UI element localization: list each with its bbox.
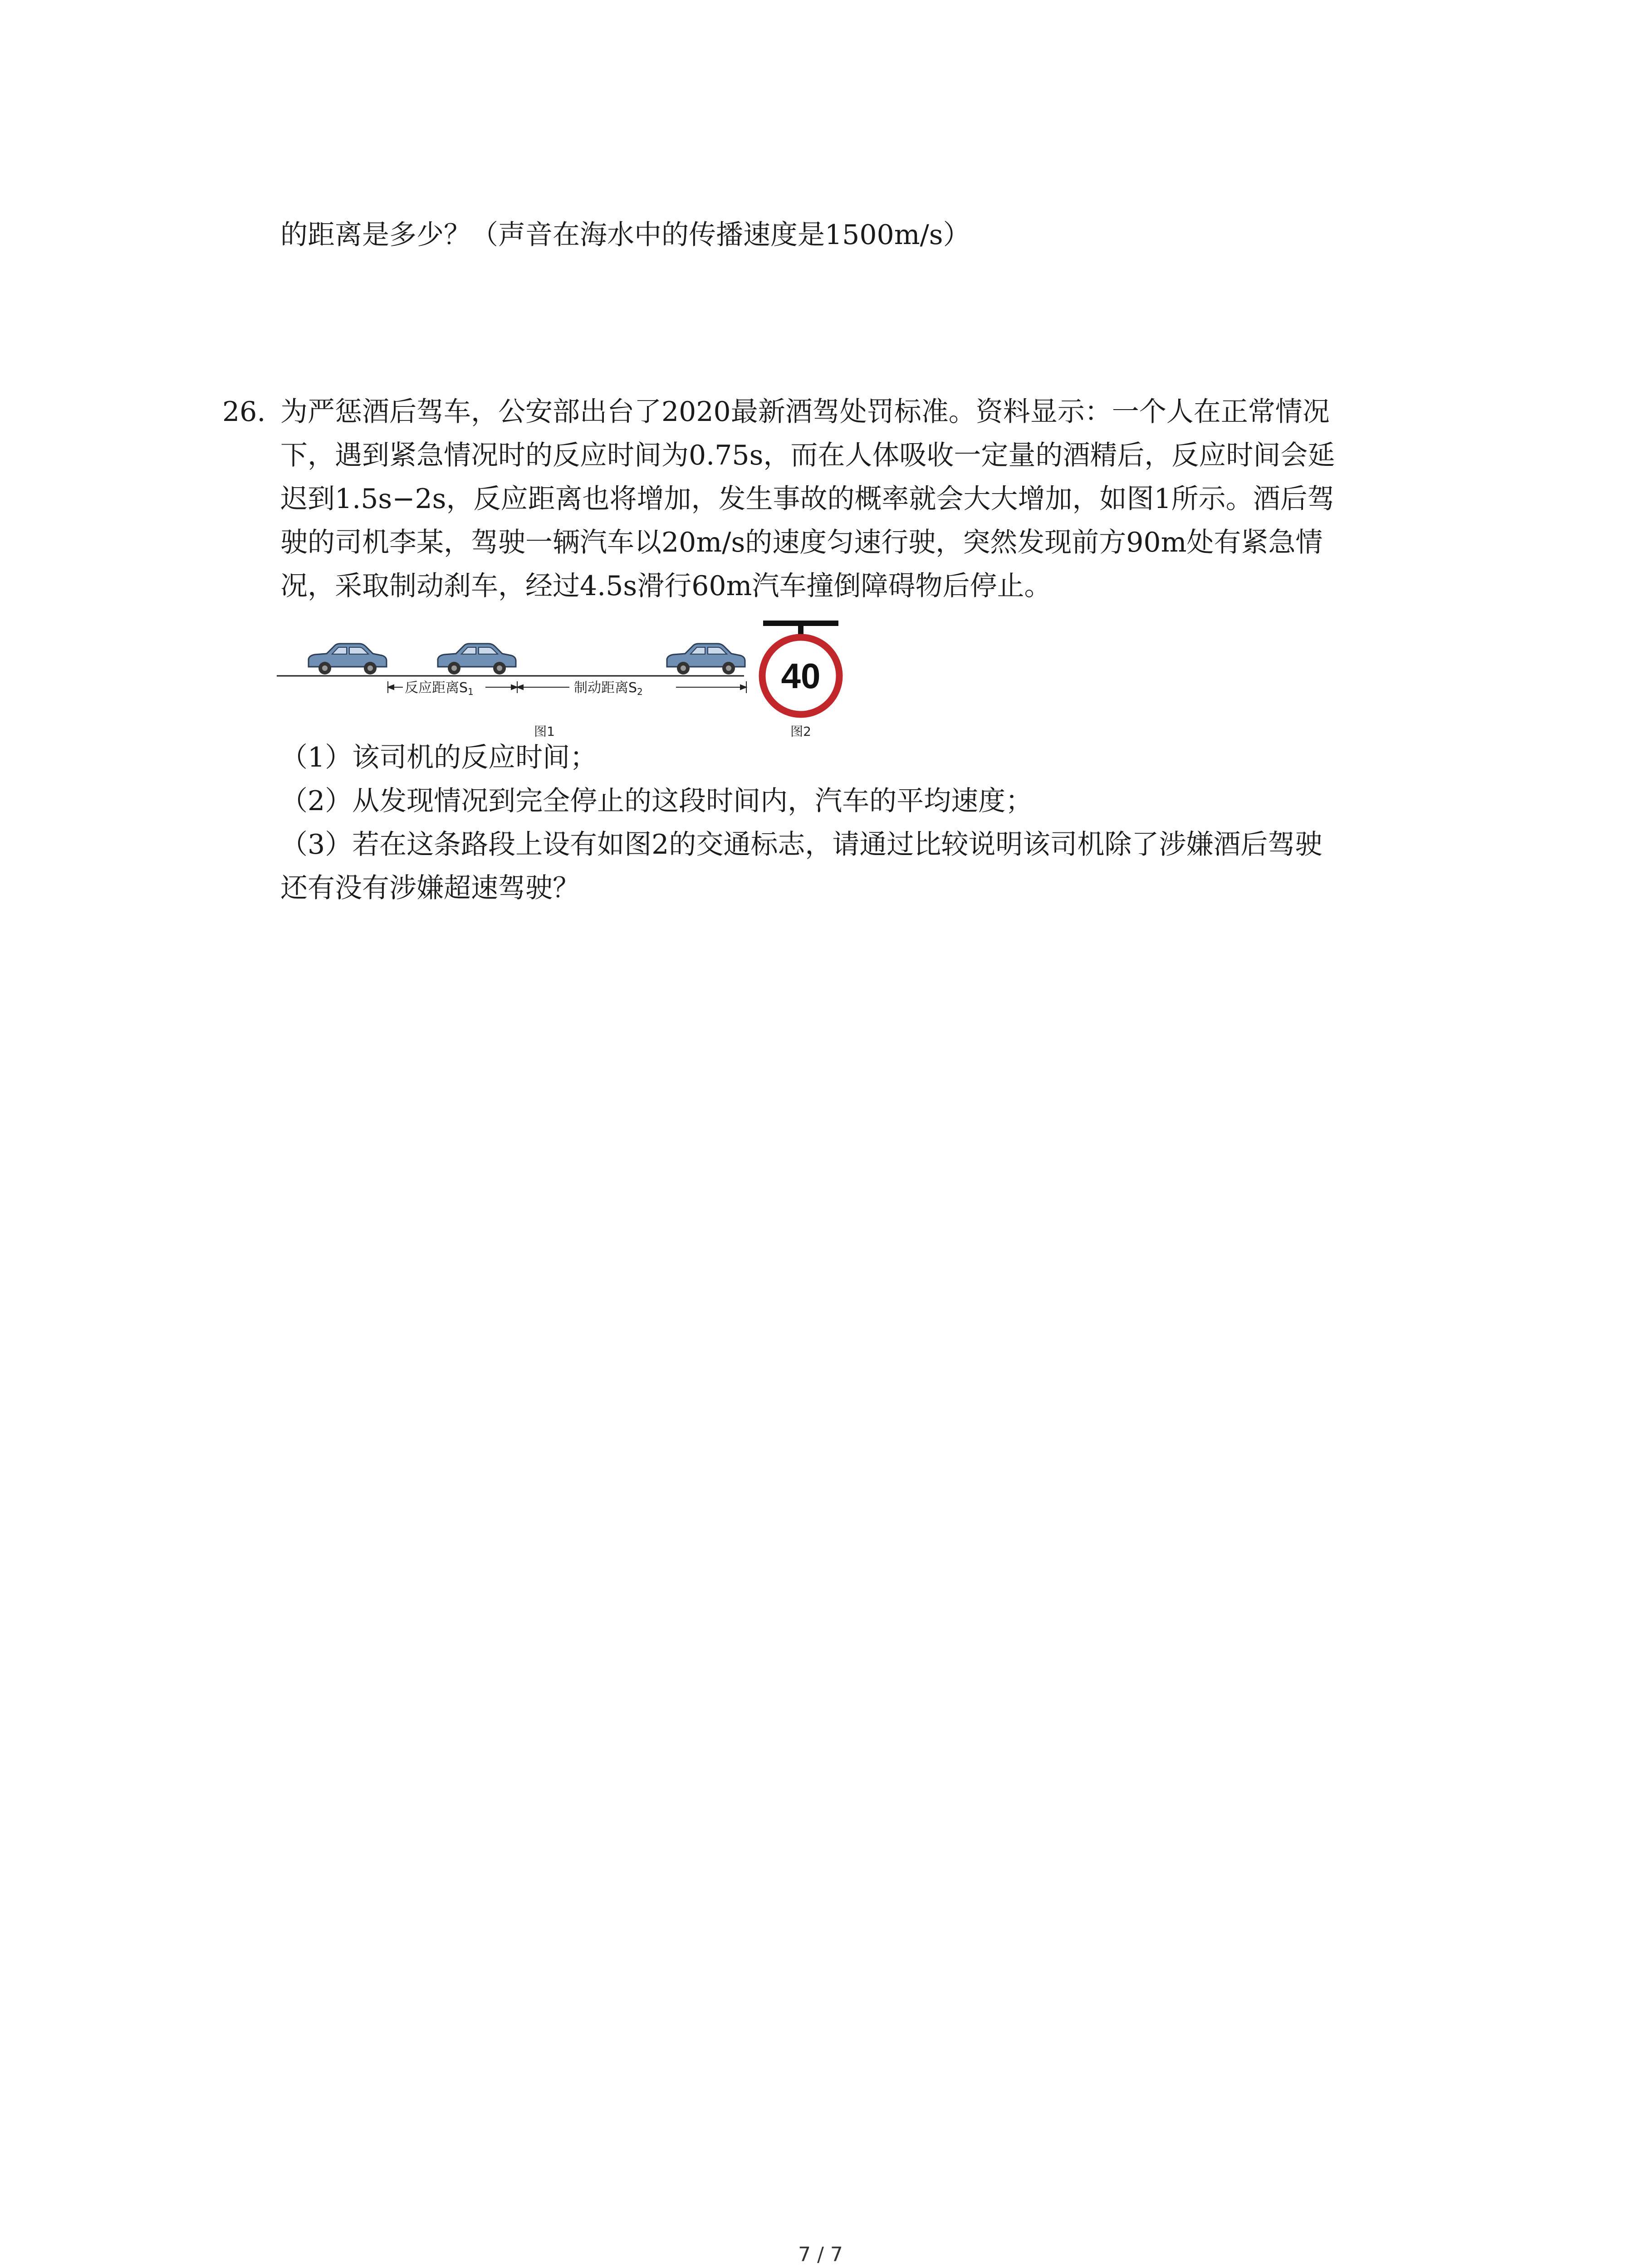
car-icon — [438, 644, 516, 675]
question-line-1: 为严惩酒后驾车，公安部出台了2020最新酒驾处罚标准。资料显示：一个人在正常情况 — [280, 396, 1330, 428]
figure-2-caption: 图2 — [790, 724, 811, 739]
sub-question-3: （3）若在这条路段上设有如图2的交通标志，请通过比较说明该司机除了涉嫌酒后驾驶 — [280, 829, 1323, 860]
car-icon — [309, 644, 387, 675]
prev-question-tail: 的距离是多少？（声音在海水中的传播速度是1500m/s） — [280, 219, 970, 251]
reaction-distance-label: 反应距离$S_1$ — [405, 680, 474, 697]
question-line-3: 迟到1.5s−2s，反应距离也将增加，发生事故的概率就会大大增加，如图1所示。酒后驾 — [280, 483, 1335, 515]
question-line-5: 况，采取制动刹车，经过4.5s滑行60m汽车撞倒障碍物后停止。 — [280, 570, 1052, 602]
car-icon — [667, 644, 745, 675]
question-line-2: 下，遇到紧急情况时的反应时间为0.75s，而在人体吸收一定量的酒精后，反应时间会延 — [280, 440, 1335, 471]
question-line-4: 驶的司机李某，驾驶一辆汽车以20m/s的速度匀速行驶，突然发现前方90m处有紧急情 — [280, 527, 1323, 558]
figure-road-and-sign — [277, 617, 867, 744]
speed-limit-sign-icon — [762, 621, 839, 714]
sub-question-1: （1）该司机的反应时间； — [280, 742, 598, 773]
question-number: 26. — [222, 396, 266, 428]
page-number: 7 / 7 — [798, 2243, 843, 2266]
figure-1-caption: 图1 — [534, 724, 555, 739]
sub-question-3-cont: 还有没有涉嫌超速驾驶？ — [280, 872, 580, 904]
braking-distance-label: 制动距离$S_2$ — [574, 680, 643, 697]
sub-question-2: （2）从发现情况到完全停止的这段时间内，汽车的平均速度； — [280, 785, 1033, 817]
speed-limit-value: 40 — [781, 656, 821, 696]
